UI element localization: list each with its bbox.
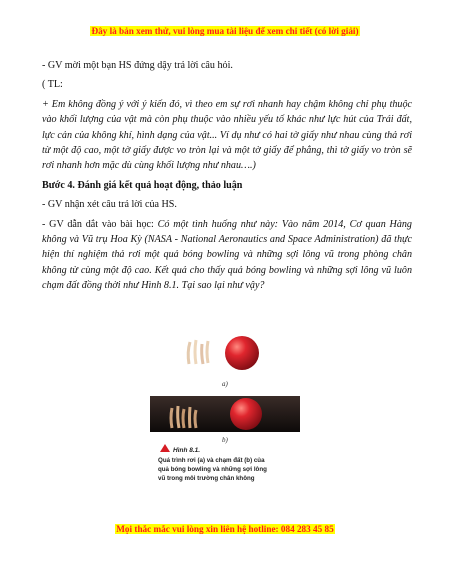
preview-banner [0, 26, 450, 36]
caption-triangle-icon [160, 444, 170, 452]
preview-banner-text: Đây là bản xem thử, vui lòng mua tài liệu để xem chi tiết (có lời giải) [91, 26, 359, 36]
caption-line-3: vũ trong môi trường chân không [158, 475, 255, 482]
hotline-footer-text: Mọi thắc mắc vui lòng xin liên hệ hotline: 084 283 45 85 [116, 524, 334, 534]
paragraph-answer-open: ( TL: [42, 79, 63, 91]
paragraph-teacher-comment: - GV nhận xét câu trả lời của HS. [42, 199, 177, 211]
figure-8-1 [150, 330, 300, 490]
caption-line-1: Quá trình rơi (a) và chạm đất (b) của [158, 457, 265, 464]
caption-title: Hình 8.1. [173, 447, 201, 454]
panel-b-label: b) [222, 436, 228, 444]
paragraph-lesson-intro [42, 217, 412, 294]
panel-a-label: a) [222, 380, 228, 388]
document-body [42, 58, 412, 298]
paragraph-teacher-invite: - GV mời một bạn HS đứng dậy trả lời câu hỏi. [42, 60, 233, 71]
lesson-intro-lead: - GV dẫn dắt vào bài học: [42, 218, 158, 230]
caption-line-2: quả bóng bowling và những sợi lông [158, 466, 267, 473]
step-heading: Bước 4. Đánh giá kết quả hoạt động, thảo luận [42, 179, 243, 191]
panel-a-feathers [188, 340, 208, 364]
hotline-footer [0, 524, 450, 534]
bowling-feather-image [150, 330, 300, 490]
panel-a-bowling-ball [225, 336, 259, 370]
lesson-intro-story: Có một tình huống như này: Vào năm 2014, Cơ quan Hàng không và Vũ trụ Hoa Kỳ (NASA - National Aeronautics and Space Administration) đã thực hiện thí nghiệm thả rơi một quả bóng bowling và những sợi lông vũ trong phòng chân không từ cùng một độ cao. Kết quả cho thấy quả bóng bowling và những sợi lông vũ luôn chạm đất đồng thời như Hình 8.1. Tại sao lại như vậy? [42, 218, 412, 292]
paragraph-answer: + Em không đồng ý với ý kiến đó, vì theo em sự rơi nhanh hay chậm không chỉ phụ thuộc vào khối lượng của vật mà còn phụ thuộc vào nhiều yếu tố khác như lực hút của Trái đất, lực cản của không khí, hình dạng của vật... Ví dụ như có hai tờ giấy như nhau cùng thả rơi từ một độ cao, một tờ giấy được vo tròn lại và một tờ giấy để phẳng, thì tờ giấy vo tròn sẽ rơi nhanh hơn mặc dù cùng khối lượng như nhau….) [42, 98, 412, 172]
panel-b-bowling-ball [230, 398, 262, 430]
